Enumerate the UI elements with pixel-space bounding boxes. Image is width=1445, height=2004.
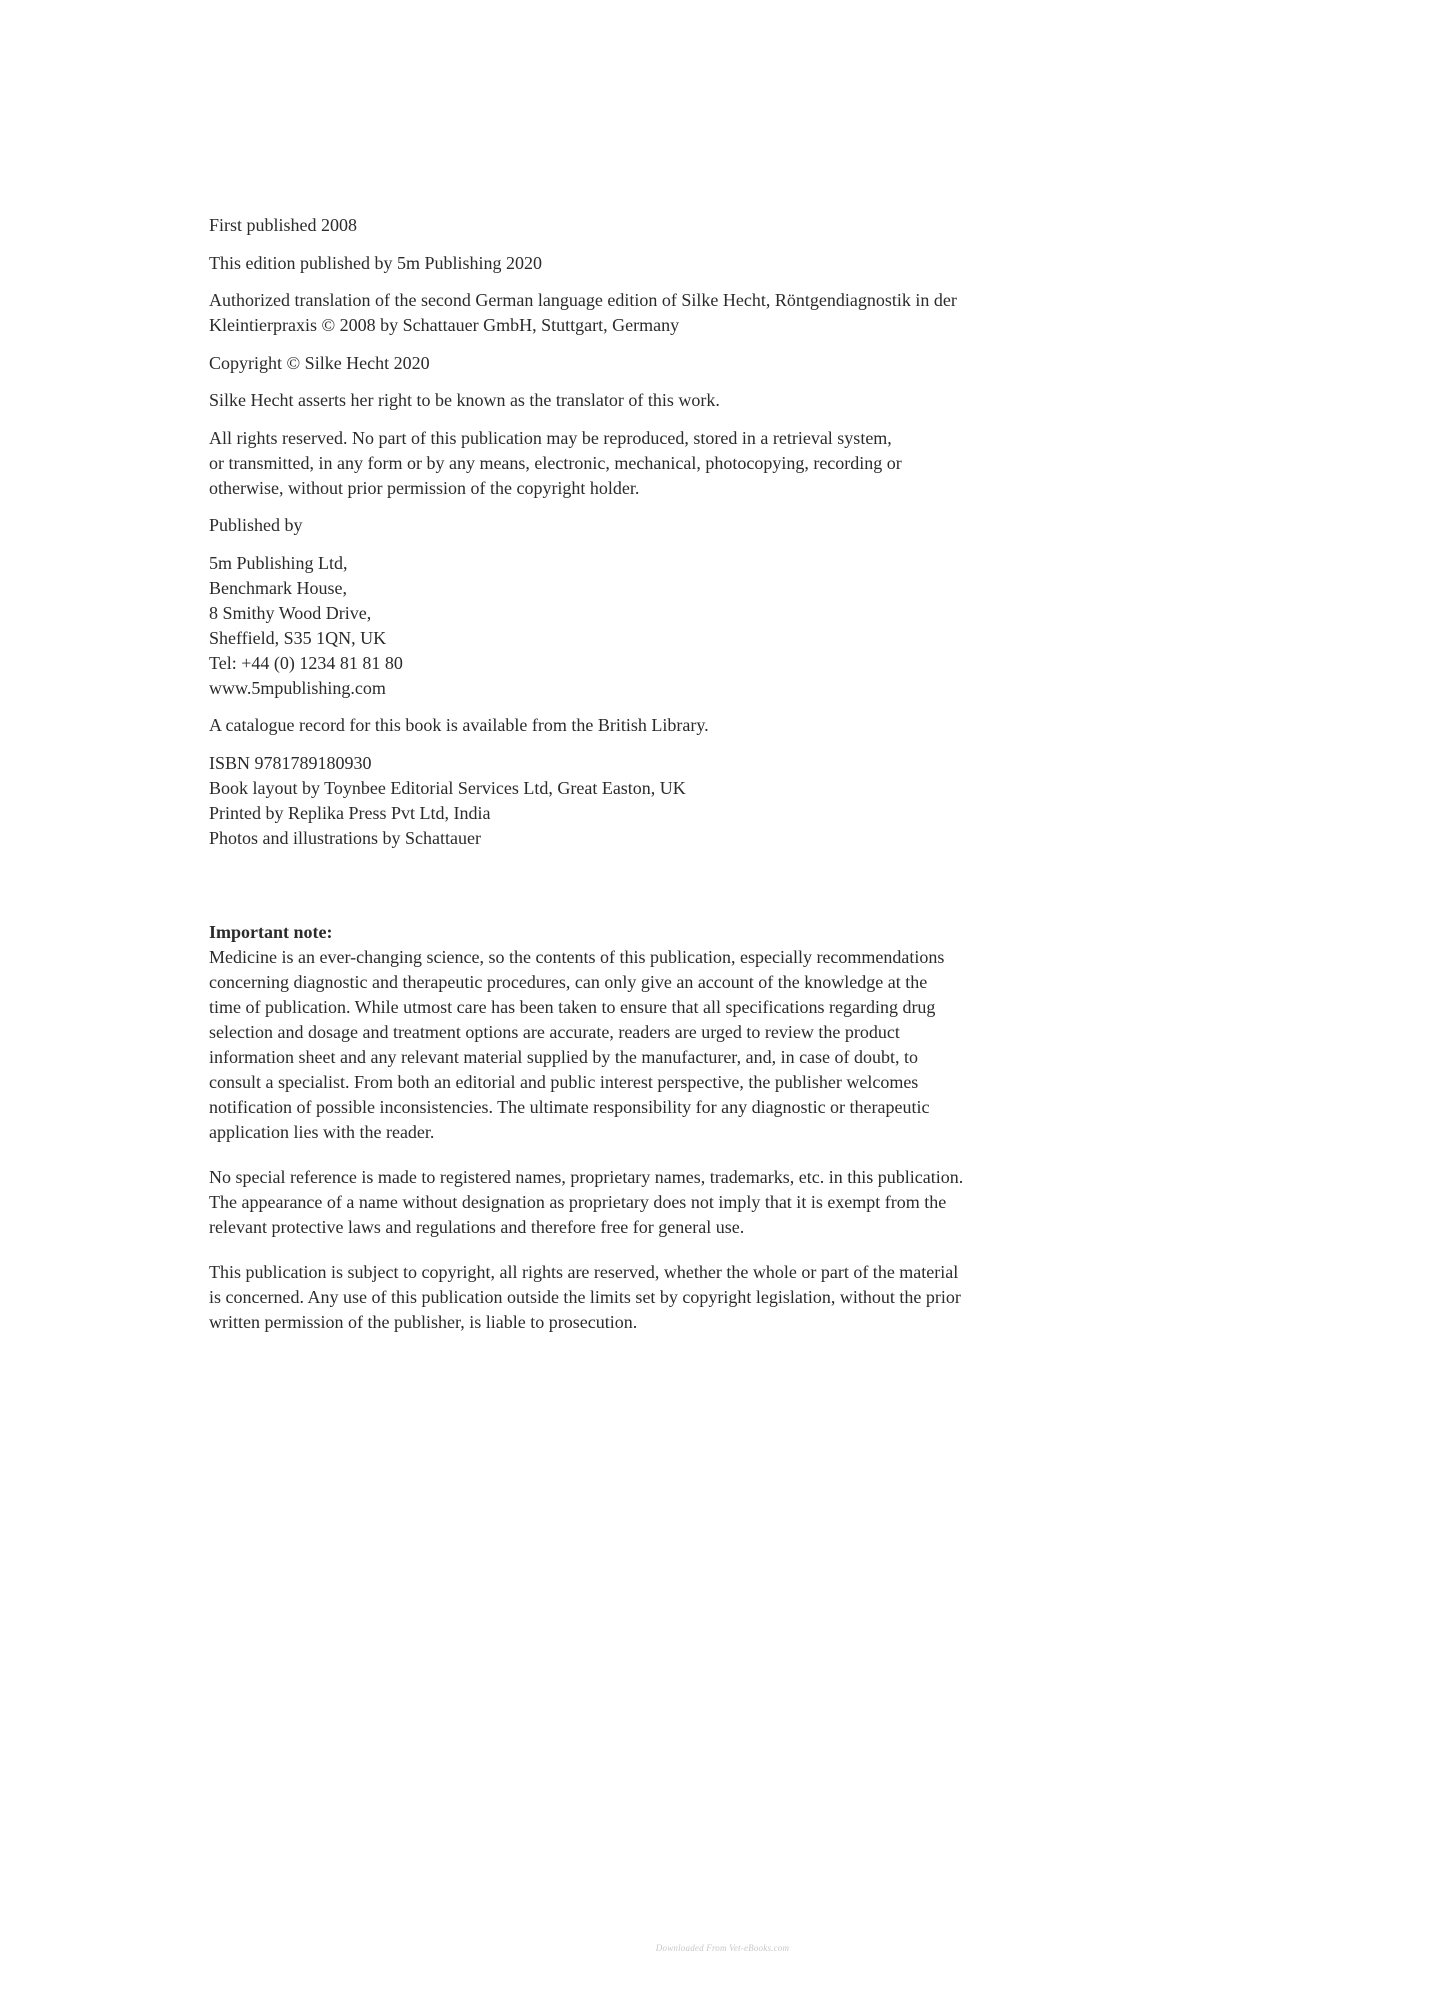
legislation-line: is concerned. Any use of this publication outside the limits set by copyright legislation, without the prior (209, 1287, 961, 1307)
note-line: selection and dosage and treatment options are accurate, readers are urged to review the product (209, 1022, 900, 1042)
rights-reserved (209, 426, 1209, 501)
note-line: concerning diagnostic and therapeutic procedures, can only give an account of the knowledge at the (209, 972, 928, 992)
copyright-legislation-note (209, 1260, 1209, 1335)
address-line: 8 Smithy Wood Drive, (209, 602, 372, 623)
section-spacer (209, 863, 1209, 920)
important-note-title: Important note: (209, 922, 333, 942)
address-line: Tel: +44 (0) 1234 81 81 80 (209, 652, 403, 673)
layout-credit: Book layout by Toynbee Editorial Services Ltd, Great Easton, UK (209, 777, 686, 798)
translation-line: Kleintierpraxis © 2008 by Schattauer GmbH, Stuttgart, Germany (209, 315, 680, 335)
address-line: 5m Publishing Ltd, (209, 552, 348, 573)
translation-line: Authorized translation of the second German language edition of Silke Hecht, Röntgendiagnostik in der (209, 290, 957, 310)
address-line: Benchmark House, (209, 577, 347, 598)
copyright-statement: Copyright © Silke Hecht 2020 (209, 352, 430, 373)
note-line: consult a specialist. From both an editorial and public interest perspective, the publisher welcomes (209, 1072, 919, 1092)
trademark-line: The appearance of a name without designation as proprietary does not imply that it is exempt from the (209, 1192, 947, 1212)
address-line: Sheffield, S35 1QN, UK (209, 627, 387, 648)
publisher-website: www.5mpublishing.com (209, 677, 386, 698)
copyright-page (209, 213, 1209, 1355)
first-published: First published 2008 (209, 215, 358, 235)
note-line: notification of possible inconsistencies. The ultimate responsibility for any diagnostic or therapeutic (209, 1097, 930, 1117)
printer-credit: Printed by Replika Press Pvt Ltd, India (209, 802, 491, 823)
illustration-credit: Photos and illustrations by Schattauer (209, 827, 481, 848)
note-line: application lies with the reader. (209, 1122, 435, 1142)
legal-notes (209, 920, 1209, 1335)
rights-line: or transmitted, in any form or by any means, electronic, mechanical, photocopying, recording or (209, 452, 902, 473)
production-credits (209, 751, 1209, 851)
trademark-note (209, 1165, 1209, 1240)
publisher-address (209, 551, 1209, 701)
note-line: Medicine is an ever-changing science, so the contents of this publication, especially recommendations (209, 947, 945, 967)
important-note (209, 920, 1209, 1145)
translator-rights: Silke Hecht asserts her right to be known as the translator of this work. (209, 390, 720, 410)
trademark-line: No special reference is made to registered names, proprietary names, trademarks, etc. in this publication. (209, 1167, 964, 1187)
rights-line: All rights reserved. No part of this publication may be reproduced, stored in a retrieval system, (209, 427, 892, 448)
rights-line: otherwise, without prior permission of the copyright holder. (209, 477, 640, 498)
download-watermark: Downloaded From Vet-eBooks.com (655, 1943, 790, 1953)
published-by-label: Published by (209, 515, 303, 535)
edition-statement: This edition published by 5m Publishing 2020 (209, 252, 543, 273)
legislation-line: This publication is subject to copyright, all rights are reserved, whether the whole or part of the material (209, 1262, 959, 1282)
isbn: ISBN 9781789180930 (209, 752, 372, 773)
trademark-line: relevant protective laws and regulations and therefore free for general use. (209, 1217, 745, 1237)
translation-statement (209, 288, 1209, 338)
legislation-line: written permission of the publisher, is liable to prosecution. (209, 1312, 638, 1332)
catalogue-record: A catalogue record for this book is available from the British Library. (209, 715, 709, 735)
note-line: information sheet and any relevant material supplied by the manufacturer, and, in case of doubt, to (209, 1047, 919, 1067)
note-line: time of publication. While utmost care has been taken to ensure that all specifications regarding drug (209, 997, 936, 1017)
